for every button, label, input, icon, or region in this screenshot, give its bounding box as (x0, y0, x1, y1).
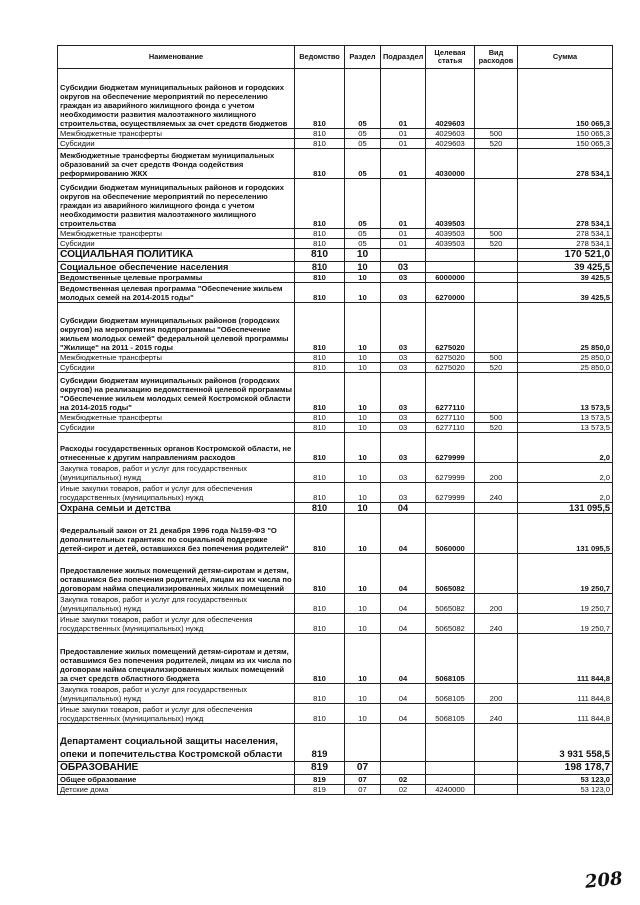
row-summa: 111 844,8 (518, 634, 613, 684)
row-summa: 25 850,0 (518, 353, 613, 363)
row-vedomstvo: 810 (295, 594, 345, 614)
table-row (58, 283, 613, 303)
row-razdel: 07 (345, 775, 381, 785)
table-row (58, 363, 613, 373)
row-name: Закупка товаров, работ и услуг для государственных (муниципальных) нужд (58, 684, 295, 704)
budget-table (57, 45, 613, 795)
row-name: Межбюджетные трансферты (58, 353, 295, 363)
row-razdel: 10 (345, 249, 381, 262)
row-name: Межбюджетные трансферты (58, 129, 295, 139)
row-summa: 278 534,1 (518, 229, 613, 239)
row-vid (475, 373, 518, 413)
row-summa: 13 573,5 (518, 373, 613, 413)
row-vid (475, 554, 518, 594)
row-vedomstvo: 810 (295, 179, 345, 229)
row-vid: 520 (475, 363, 518, 373)
header-podrazdel: Подраздел (381, 46, 426, 69)
row-cel (426, 775, 475, 785)
row-vid: 500 (475, 129, 518, 139)
row-cel: 6279999 (426, 433, 475, 463)
row-razdel: 10 (345, 363, 381, 373)
row-razdel: 10 (345, 413, 381, 423)
row-razdel: 05 (345, 69, 381, 129)
table-row (58, 684, 613, 704)
row-summa: 278 534,1 (518, 239, 613, 249)
row-summa: 278 534,1 (518, 179, 613, 229)
row-podrazdel: 02 (381, 785, 426, 795)
row-razdel: 10 (345, 614, 381, 634)
row-vedomstvo: 819 (295, 775, 345, 785)
row-name: Охрана семьи и детства (58, 503, 295, 514)
row-cel: 4029603 (426, 69, 475, 129)
row-vedomstvo: 810 (295, 704, 345, 724)
row-razdel: 10 (345, 273, 381, 283)
row-name: Субсидии бюджетам муниципальных районов (городских округов) на мероприятия подпрограммы "Обеспечение жильем молодых семей" федеральной целевой программы "Жилище" на 2011 - 2015 годы (58, 303, 295, 353)
row-razdel: 10 (345, 514, 381, 554)
row-vedomstvo: 810 (295, 129, 345, 139)
row-vedomstvo: 810 (295, 262, 345, 273)
row-vedomstvo: 819 (295, 762, 345, 775)
row-name: Иные закупки товаров, работ и услуг для обеспечения государственных (муниципальных) нужд (58, 483, 295, 503)
header-vedomstvo: Ведомство (295, 46, 345, 69)
row-name: Ведомственная целевая программа "Обеспечение жильем молодых семей на 2014-2015 годы" (58, 283, 295, 303)
table-header-row (58, 46, 613, 69)
row-vedomstvo: 810 (295, 423, 345, 433)
row-podrazdel: 01 (381, 239, 426, 249)
row-summa: 111 844,8 (518, 684, 613, 704)
row-vid (475, 249, 518, 262)
row-name: Закупка товаров, работ и услуг для государственных (муниципальных) нужд (58, 594, 295, 614)
row-name: Социальное обеспечение населения (58, 262, 295, 273)
row-vedomstvo: 810 (295, 433, 345, 463)
row-cel: 4029603 (426, 129, 475, 139)
row-podrazdel: 03 (381, 433, 426, 463)
header-razdel: Раздел (345, 46, 381, 69)
table-row (58, 594, 613, 614)
row-summa: 53 123,0 (518, 785, 613, 795)
row-razdel: 05 (345, 179, 381, 229)
row-cel: 6279999 (426, 463, 475, 483)
row-name: СОЦИАЛЬНАЯ ПОЛИТИКА (58, 249, 295, 262)
row-vid (475, 273, 518, 283)
row-name: Межбюджетные трансферты (58, 229, 295, 239)
row-vedomstvo: 810 (295, 239, 345, 249)
row-podrazdel: 03 (381, 283, 426, 303)
row-vedomstvo: 810 (295, 139, 345, 149)
row-cel: 6277110 (426, 373, 475, 413)
row-razdel: 07 (345, 762, 381, 775)
row-vedomstvo: 810 (295, 634, 345, 684)
table-row (58, 423, 613, 433)
row-vedomstvo: 810 (295, 463, 345, 483)
row-podrazdel: 01 (381, 129, 426, 139)
row-razdel: 10 (345, 483, 381, 503)
row-razdel: 10 (345, 634, 381, 684)
table-row (58, 514, 613, 554)
row-summa: 19 250,7 (518, 614, 613, 634)
row-name: Ведомственные целевые программы (58, 273, 295, 283)
row-podrazdel: 04 (381, 503, 426, 514)
row-vid (475, 762, 518, 775)
row-vid (475, 69, 518, 129)
row-name: Межбюджетные трансферты бюджетам муниципальных образований за счет средств Фонда содействия реформированию ЖКХ (58, 149, 295, 179)
row-cel: 6275020 (426, 363, 475, 373)
row-cel: 4240000 (426, 785, 475, 795)
row-podrazdel: 03 (381, 262, 426, 273)
row-podrazdel: 03 (381, 373, 426, 413)
row-summa: 25 850,0 (518, 363, 613, 373)
row-razdel: 05 (345, 149, 381, 179)
row-summa: 131 095,5 (518, 514, 613, 554)
row-vid: 200 (475, 684, 518, 704)
row-summa: 39 425,5 (518, 262, 613, 273)
row-razdel: 10 (345, 423, 381, 433)
row-razdel: 10 (345, 433, 381, 463)
row-podrazdel: 04 (381, 514, 426, 554)
row-name: Федеральный закон от 21 декабря 1996 года №159-ФЗ "О дополнительных гарантиях по социальной поддержке детей-сирот и детей, оставшихся без попечения родителей" (58, 514, 295, 554)
row-name: Иные закупки товаров, работ и услуг для обеспечения государственных (муниципальных) нужд (58, 704, 295, 724)
row-razdel (345, 724, 381, 762)
row-summa: 2,0 (518, 433, 613, 463)
row-vedomstvo: 810 (295, 363, 345, 373)
row-vid: 500 (475, 229, 518, 239)
row-name: Субсидии (58, 423, 295, 433)
row-razdel: 10 (345, 594, 381, 614)
row-summa: 150 065,3 (518, 139, 613, 149)
row-vid (475, 724, 518, 762)
row-cel (426, 762, 475, 775)
table-row (58, 139, 613, 149)
row-podrazdel: 03 (381, 423, 426, 433)
row-podrazdel: 02 (381, 775, 426, 785)
row-razdel: 05 (345, 229, 381, 239)
row-summa: 2,0 (518, 463, 613, 483)
row-name: Предоставление жилых помещений детям-сиротам и детям, оставшимся без попечения родителей, лицам из их числа по договорам найма специализированных жилых помещений за счет средств областного бюджета (58, 634, 295, 684)
row-vid (475, 283, 518, 303)
row-vedomstvo: 810 (295, 249, 345, 262)
row-name: Закупка товаров, работ и услуг для государственных (муниципальных) нужд (58, 463, 295, 483)
row-vedomstvo: 810 (295, 149, 345, 179)
row-summa: 3 931 558,5 (518, 724, 613, 762)
row-razdel: 10 (345, 503, 381, 514)
table-row (58, 433, 613, 463)
row-podrazdel (381, 249, 426, 262)
row-vedomstvo: 810 (295, 554, 345, 594)
row-summa: 2,0 (518, 483, 613, 503)
table-row (58, 249, 613, 262)
row-summa: 13 573,5 (518, 423, 613, 433)
row-podrazdel: 03 (381, 413, 426, 423)
row-vid (475, 303, 518, 353)
row-summa: 111 844,8 (518, 704, 613, 724)
row-name: Субсидии (58, 363, 295, 373)
row-vedomstvo: 810 (295, 684, 345, 704)
row-razdel: 07 (345, 785, 381, 795)
row-podrazdel: 03 (381, 363, 426, 373)
row-cel (426, 724, 475, 762)
row-podrazdel: 01 (381, 179, 426, 229)
table-row (58, 775, 613, 785)
row-name: Межбюджетные трансферты (58, 413, 295, 423)
row-name: Субсидии бюджетам муниципальных районов и городских округов на обеспечение мероприятий по переселению граждан из аварийного жилищного фонда с учетом необходимости развития малоэтажного жилищного строительства (58, 179, 295, 229)
row-vedomstvo: 810 (295, 229, 345, 239)
row-vedomstvo: 810 (295, 273, 345, 283)
row-vedomstvo: 810 (295, 303, 345, 353)
table-row (58, 554, 613, 594)
row-cel: 6277110 (426, 423, 475, 433)
row-podrazdel: 01 (381, 69, 426, 129)
table-row (58, 179, 613, 229)
row-cel: 4039503 (426, 179, 475, 229)
table-row (58, 353, 613, 363)
row-name: Общее образование (58, 775, 295, 785)
page-number: 208 (584, 868, 624, 893)
row-vedomstvo: 810 (295, 614, 345, 634)
row-cel: 5065082 (426, 554, 475, 594)
table-row (58, 614, 613, 634)
table-row (58, 373, 613, 413)
row-vid: 200 (475, 594, 518, 614)
row-cel: 4039503 (426, 229, 475, 239)
row-vedomstvo: 810 (295, 353, 345, 363)
row-name: Расходы государственных органов Костромской области, не отнесенные к другим направлениям расходов (58, 433, 295, 463)
row-vid (475, 785, 518, 795)
row-cel (426, 249, 475, 262)
row-vid: 240 (475, 483, 518, 503)
row-cel: 6270000 (426, 283, 475, 303)
row-summa: 131 095,5 (518, 503, 613, 514)
row-razdel: 10 (345, 554, 381, 594)
row-summa: 170 521,0 (518, 249, 613, 262)
header-cel: Целевая статья (426, 46, 475, 69)
row-podrazdel: 04 (381, 614, 426, 634)
row-podrazdel: 03 (381, 273, 426, 283)
row-name: Субсидии (58, 139, 295, 149)
row-podrazdel: 01 (381, 139, 426, 149)
row-name: Предоставление жилых помещений детям-сиротам и детям, оставшимся без попечения родителей, лицам из их числа по договорам найма специализированных жилых помещений (58, 554, 295, 594)
table-row (58, 273, 613, 283)
table-row (58, 762, 613, 775)
row-vid: 520 (475, 423, 518, 433)
row-vedomstvo: 810 (295, 514, 345, 554)
row-summa: 278 534,1 (518, 149, 613, 179)
table-row (58, 129, 613, 139)
row-podrazdel: 03 (381, 303, 426, 353)
row-razdel: 10 (345, 704, 381, 724)
row-podrazdel: 04 (381, 684, 426, 704)
row-podrazdel: 04 (381, 634, 426, 684)
table-row (58, 634, 613, 684)
row-cel: 5068105 (426, 684, 475, 704)
row-cel: 6000000 (426, 273, 475, 283)
table-row (58, 483, 613, 503)
row-vid: 520 (475, 239, 518, 249)
header-vid: Вид расходов (475, 46, 518, 69)
row-name: Детские дома (58, 785, 295, 795)
row-vedomstvo: 810 (295, 503, 345, 514)
table-row (58, 413, 613, 423)
row-cel: 6275020 (426, 353, 475, 363)
row-summa: 19 250,7 (518, 554, 613, 594)
row-vid (475, 179, 518, 229)
row-cel (426, 503, 475, 514)
row-vid: 500 (475, 353, 518, 363)
row-podrazdel (381, 762, 426, 775)
row-cel: 4029603 (426, 139, 475, 149)
row-vid: 500 (475, 413, 518, 423)
row-vid (475, 503, 518, 514)
row-razdel: 10 (345, 353, 381, 363)
row-vid (475, 262, 518, 273)
row-vid (475, 775, 518, 785)
row-vid (475, 433, 518, 463)
row-summa: 150 065,3 (518, 69, 613, 129)
row-summa: 53 123,0 (518, 775, 613, 785)
row-podrazdel (381, 724, 426, 762)
row-podrazdel: 03 (381, 483, 426, 503)
table-row (58, 262, 613, 273)
row-vedomstvo: 819 (295, 785, 345, 795)
table-row (58, 463, 613, 483)
row-podrazdel: 04 (381, 704, 426, 724)
row-cel: 6277110 (426, 413, 475, 423)
row-vedomstvo: 819 (295, 724, 345, 762)
row-vedomstvo: 810 (295, 483, 345, 503)
row-podrazdel: 01 (381, 149, 426, 179)
row-cel: 6279999 (426, 483, 475, 503)
budget-page (57, 45, 612, 795)
row-podrazdel: 01 (381, 229, 426, 239)
table-row (58, 785, 613, 795)
row-cel: 5060000 (426, 514, 475, 554)
row-name: Иные закупки товаров, работ и услуг для обеспечения государственных (муниципальных) нужд (58, 614, 295, 634)
row-podrazdel: 03 (381, 463, 426, 483)
row-vedomstvo: 810 (295, 413, 345, 423)
row-podrazdel: 03 (381, 353, 426, 363)
table-body (58, 69, 613, 795)
row-cel: 5065082 (426, 614, 475, 634)
row-summa: 19 250,7 (518, 594, 613, 614)
row-razdel: 10 (345, 463, 381, 483)
row-vedomstvo: 810 (295, 69, 345, 129)
row-vid: 240 (475, 704, 518, 724)
row-razdel: 10 (345, 303, 381, 353)
table-row (58, 303, 613, 353)
row-summa: 13 573,5 (518, 413, 613, 423)
row-vid: 520 (475, 139, 518, 149)
row-razdel: 05 (345, 129, 381, 139)
row-summa: 150 065,3 (518, 129, 613, 139)
row-razdel: 10 (345, 684, 381, 704)
row-cel: 6275020 (426, 303, 475, 353)
header-name: Наименование (58, 46, 295, 69)
row-razdel: 05 (345, 239, 381, 249)
row-podrazdel: 04 (381, 594, 426, 614)
row-cel (426, 262, 475, 273)
row-cel: 4039503 (426, 239, 475, 249)
row-vid (475, 634, 518, 684)
row-cel: 5065082 (426, 594, 475, 614)
row-podrazdel: 04 (381, 554, 426, 594)
row-vedomstvo: 810 (295, 283, 345, 303)
row-summa: 198 178,7 (518, 762, 613, 775)
row-cel: 5068105 (426, 704, 475, 724)
row-name: ОБРАЗОВАНИЕ (58, 762, 295, 775)
row-summa: 39 425,5 (518, 283, 613, 303)
table-row (58, 239, 613, 249)
row-razdel: 10 (345, 283, 381, 303)
row-razdel: 10 (345, 373, 381, 413)
table-row (58, 503, 613, 514)
header-summa: Сумма (518, 46, 613, 69)
row-name: Субсидии бюджетам муниципальных районов и городских округов на обеспечение мероприятий по переселению граждан из аварийного жилищного фонда с учетом необходимости развития малоэтажного жилищного строительства, осуществляемых за счет средств бюджетов (58, 69, 295, 129)
row-vid: 200 (475, 463, 518, 483)
row-razdel: 10 (345, 262, 381, 273)
table-row (58, 69, 613, 129)
row-cel: 4030000 (426, 149, 475, 179)
table-row (58, 149, 613, 179)
row-name: Департамент социальной защиты населения, опеки и попечительства Костромской области (58, 724, 295, 762)
table-row (58, 229, 613, 239)
row-vid: 240 (475, 614, 518, 634)
row-razdel: 05 (345, 139, 381, 149)
row-vid (475, 514, 518, 554)
row-summa: 25 850,0 (518, 303, 613, 353)
table-row (58, 704, 613, 724)
table-row (58, 724, 613, 762)
row-summa: 39 425,5 (518, 273, 613, 283)
row-vid (475, 149, 518, 179)
row-cel: 5068105 (426, 634, 475, 684)
row-name: Субсидии бюджетам муниципальных районов (городских округов) на реализацию ведомственной целевой программы "Обеспечение жильем молодых семей Костромской области на 2014-2015 годы" (58, 373, 295, 413)
row-vedomstvo: 810 (295, 373, 345, 413)
row-name: Субсидии (58, 239, 295, 249)
